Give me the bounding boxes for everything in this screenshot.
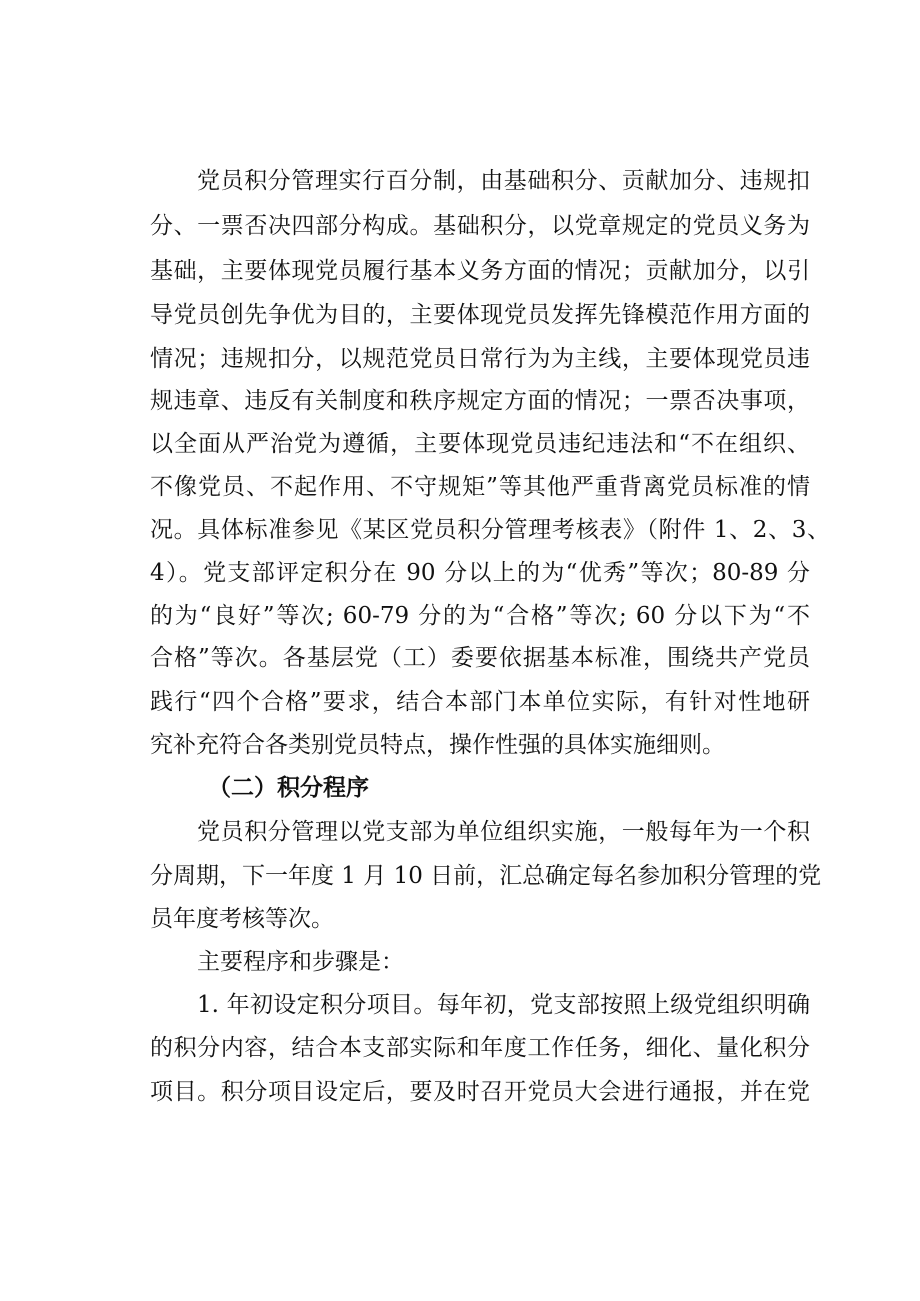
paragraph-line: 主要程序和步骤是：	[197, 949, 404, 975]
paragraph-line: 合格”等次。各基层党（工）委要依据基本标准，围绕共产党员	[150, 645, 810, 671]
section-heading: （二）积分程序	[208, 774, 369, 801]
paragraph-line: 情况；违规扣分，以规范党员日常行为为主线，主要体现党员违	[150, 346, 810, 372]
paragraph-line: 况。具体标准参见《某区党员积分管理考核表》（附件 1、2、3、	[150, 517, 830, 543]
paragraph-line: 导党员创先争优为目的，主要体现党员发挥先锋模范作用方面的	[150, 302, 810, 328]
paragraph-line: 4）。党支部评定积分在 90 分以上的为“优秀”等次；80-89 分	[150, 560, 810, 586]
paragraph-line: 基础，主要体现党员履行基本义务方面的情况；贡献加分，以引	[150, 258, 810, 284]
paragraph-line: 不像党员、不起作用、不守规矩”等其他严重背离党员标准的情	[150, 474, 810, 500]
paragraph-line: 党员积分管理以党支部为单位组织实施，一般每年为一个积	[197, 819, 810, 845]
paragraph-line: 员年度考核等次。	[150, 906, 334, 932]
paragraph-line: 的积分内容，结合本支部实际和年度工作任务，细化、量化积分	[150, 1035, 810, 1061]
paragraph-line: 规违章、违反有关制度和秩序规定方面的情况；一票否决事项，	[150, 388, 810, 414]
paragraph-line: 践行“四个合格”要求，结合本部门本单位实际，有针对性地研	[150, 689, 810, 715]
paragraph-line: 1. 年初设定积分项目。每年初，党支部按照上级党组织明确	[197, 992, 810, 1018]
paragraph-line: 以全面从严治党为遵循，主要体现党员违纪违法和“不在组织、	[150, 431, 810, 457]
paragraph-line: 项目。积分项目设定后，要及时召开党员大会进行通报，并在党	[150, 1079, 810, 1105]
paragraph-line: 分周期，下一年度 1 月 10 日前，汇总确定每名参加积分管理的党	[150, 863, 822, 889]
paragraph-line: 分、一票否决四部分构成。基础积分，以党章规定的党员义务为	[150, 213, 810, 239]
paragraph-line: 的为“良好”等次; 60-79 分的为“合格”等次; 60 分以下为“不	[150, 603, 810, 629]
paragraph-line: 究补充符合各类别党员特点，操作性强的具体实施细则。	[150, 732, 725, 758]
paragraph-line: 党员积分管理实行百分制，由基础积分、贡献加分、违规扣	[197, 168, 810, 194]
